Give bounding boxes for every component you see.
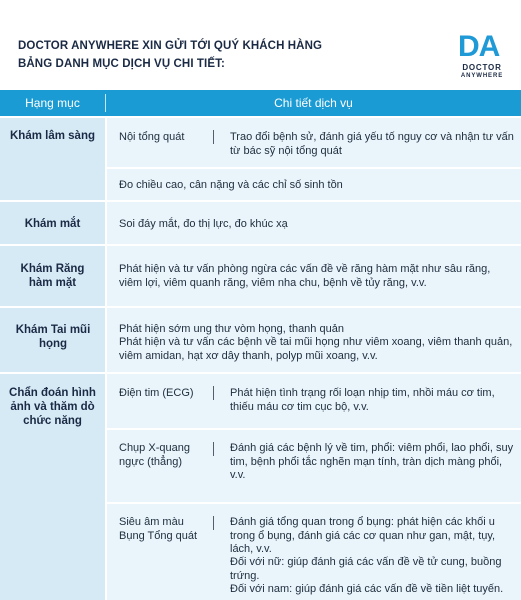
sub-item-description: Đánh giá các bệnh lý về tim, phổi: viêm phổi, lao phổi, suy tim, bệnh phổi tắc nghẽn mạn tính, tràn dịch màng phổi, v.v. xyxy=(230,442,514,481)
sub-item-description-2: Đối với nữ: giúp đánh giá các vấn đề về tử cung, buồng trứng. xyxy=(230,556,502,582)
sub-item-divider xyxy=(213,442,214,456)
detail-dien-tim xyxy=(107,374,521,428)
detail-text-line1: Phát hiện sớm ung thư vòm họng, thanh quản xyxy=(119,323,344,335)
table-header xyxy=(0,90,521,116)
sub-item-description-3: Đối với nam: giúp đánh giá các vấn đề về tiền liệt tuyến. xyxy=(230,583,504,595)
sub-item-divider xyxy=(213,386,214,400)
logo-text-doctor: DOCTOR xyxy=(462,63,502,72)
category-label: Khám Tai mũi họng xyxy=(15,324,91,350)
column-header-category: Hạng mục xyxy=(25,96,80,110)
category-label: Chẩn đoán hình ảnh và thăm dò chức năng xyxy=(9,387,96,427)
detail-text: Soi đáy mắt, đo thị lực, đo khúc xạ xyxy=(119,218,288,230)
logo-text-anywhere: ANYWHERE xyxy=(460,73,504,79)
sub-item-label: Nội tổng quát xyxy=(119,131,185,143)
category-kham-rang-ham-mat xyxy=(0,246,105,306)
detail-text-line2: Phát hiện và tư vấn các bệnh về tai mũi họng như viêm xoang, viêm thanh quản, viêm amidan, hạt xơ dây thanh, polyp mũi xoang, v.v. xyxy=(119,336,513,362)
category-label: Khám mắt xyxy=(24,218,81,230)
detail-kham-tai-mui-hong xyxy=(107,308,521,372)
sub-item-description-1: Đánh giá tổng quan trong ổ bụng: phát hiện các khối u trong ổ bụng, đánh giá các cơ quan như gan, mật, tụy, lách, v.v. xyxy=(230,516,496,555)
detail-noi-tong-quat xyxy=(107,118,521,167)
sub-item-divider xyxy=(213,516,214,530)
header-title-line1: DOCTOR ANYWHERE XIN GỬI TỚI QUÝ KHÁCH HÀNG xyxy=(18,40,323,52)
sub-item-label: Điện tim (ECG) xyxy=(119,387,194,399)
sub-item-label: Siêu âm màu Bụng Tổng quát xyxy=(119,516,198,542)
category-label: Khám Răng hàm mặt xyxy=(20,263,85,289)
category-label: Khám lâm sàng xyxy=(10,130,95,142)
page-header xyxy=(0,0,521,90)
category-kham-mat xyxy=(0,202,105,244)
column-header-details: Chi tiết dịch vụ xyxy=(274,96,353,110)
doctor-anywhere-logo xyxy=(454,32,510,84)
detail-xquang xyxy=(107,430,521,502)
sub-item-label: Chụp X-quang ngực (thẳng) xyxy=(119,442,190,468)
sub-item-divider xyxy=(213,130,214,144)
detail-kham-rang xyxy=(107,246,521,306)
detail-text: Đo chiều cao, cân nặng và các chỉ số sinh tồn xyxy=(119,179,343,191)
logo-mark: DA xyxy=(458,30,500,63)
detail-text: Phát hiện và tư vấn phòng ngừa các vấn đề về răng hàm mặt như sâu răng, viêm lợi, viêm quanh răng, viêm nha chu, bệnh về tủy răng, v.v. xyxy=(119,263,491,289)
detail-kham-mat xyxy=(107,202,521,244)
detail-sieu-am xyxy=(107,504,521,600)
header-title-line2: BẢNG DANH MỤC DỊCH VỤ CHI TIẾT: xyxy=(18,58,225,70)
category-kham-lam-sang xyxy=(0,118,105,200)
category-chan-doan-hinh-anh xyxy=(0,374,105,600)
detail-chi-so-sinh-ton xyxy=(107,169,521,200)
category-kham-tai-mui-hong xyxy=(0,308,105,372)
sub-item-description: Trao đổi bệnh sử, đánh giá yếu tố nguy cơ và nhận tư vấn từ bác sỹ nội tổng quát xyxy=(230,131,514,157)
sub-item-description: Phát hiện tình trạng rối loạn nhịp tim, nhồi máu cơ tim, thiếu máu cơ tim cục bộ, v.v. xyxy=(230,387,495,413)
